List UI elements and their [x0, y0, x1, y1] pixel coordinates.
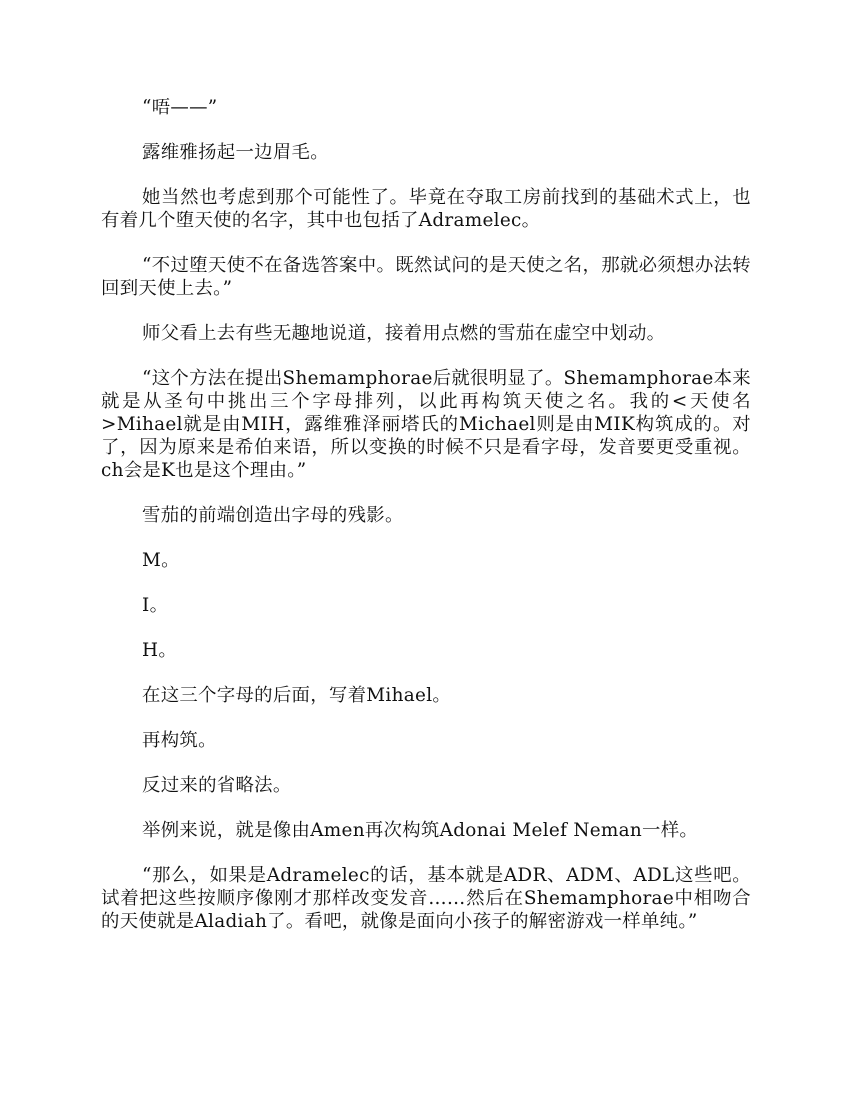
paragraph: 师父看上去有些无趣地说道，接着用点燃的雪茄在虚空中划动。: [142, 323, 666, 344]
paragraph: 反过来的省略法。: [142, 775, 292, 796]
paragraph: “那么，如果是Adramelec的话，基本就是ADR、ADM、ADL这些吧。试着把这些按顺序像刚才那样改变发音……然后在Shemamphorae中相吻合的天使就是Aladiah了。看吧，就像是面向小孩子的解密游戏一样单纯。”: [101, 865, 751, 932]
paragraph: 她当然也考虑到那个可能性了。毕竟在夺取工房前找到的基础术式上，也有着几个堕天使的名字，其中也包括了Adramelec。: [101, 187, 751, 231]
paragraph: H。: [142, 640, 178, 661]
paragraph: 再构筑。: [142, 730, 217, 751]
paragraph: 雪茄的前端创造出字母的残影。: [142, 505, 404, 526]
paragraph: 露维雅扬起一边眉毛。: [142, 142, 329, 163]
paragraph: M。: [142, 550, 180, 571]
paragraph: 举例来说，就是像由Amen再次构筑Adonai Melef Neman一样。: [142, 820, 699, 841]
paragraph: “这个方法在提出Shemamphorae后就很明显了。Shemamphorae本来就是从圣句中挑出三个字母排列，以此再构筑天使之名。我的<天使名>Mihael就是由MIH，露维雅泽丽塔氏的Michael则是由MIK构筑成的。对了，因为原来是希伯来语，所以变换的时候不只是看字母，发音要更受重视。ch会是K也是这个理由。”: [101, 368, 751, 481]
paragraph: “唔——”: [142, 97, 218, 118]
paragraph: “不过堕天使不在备选答案中。既然试问的是天使之名，那就必须想办法转回到天使上去。”: [101, 255, 751, 299]
document-page: [101, 96, 751, 955]
paragraph: I。: [142, 595, 169, 616]
paragraph: 在这三个字母的后面，写着Mihael。: [142, 685, 452, 706]
